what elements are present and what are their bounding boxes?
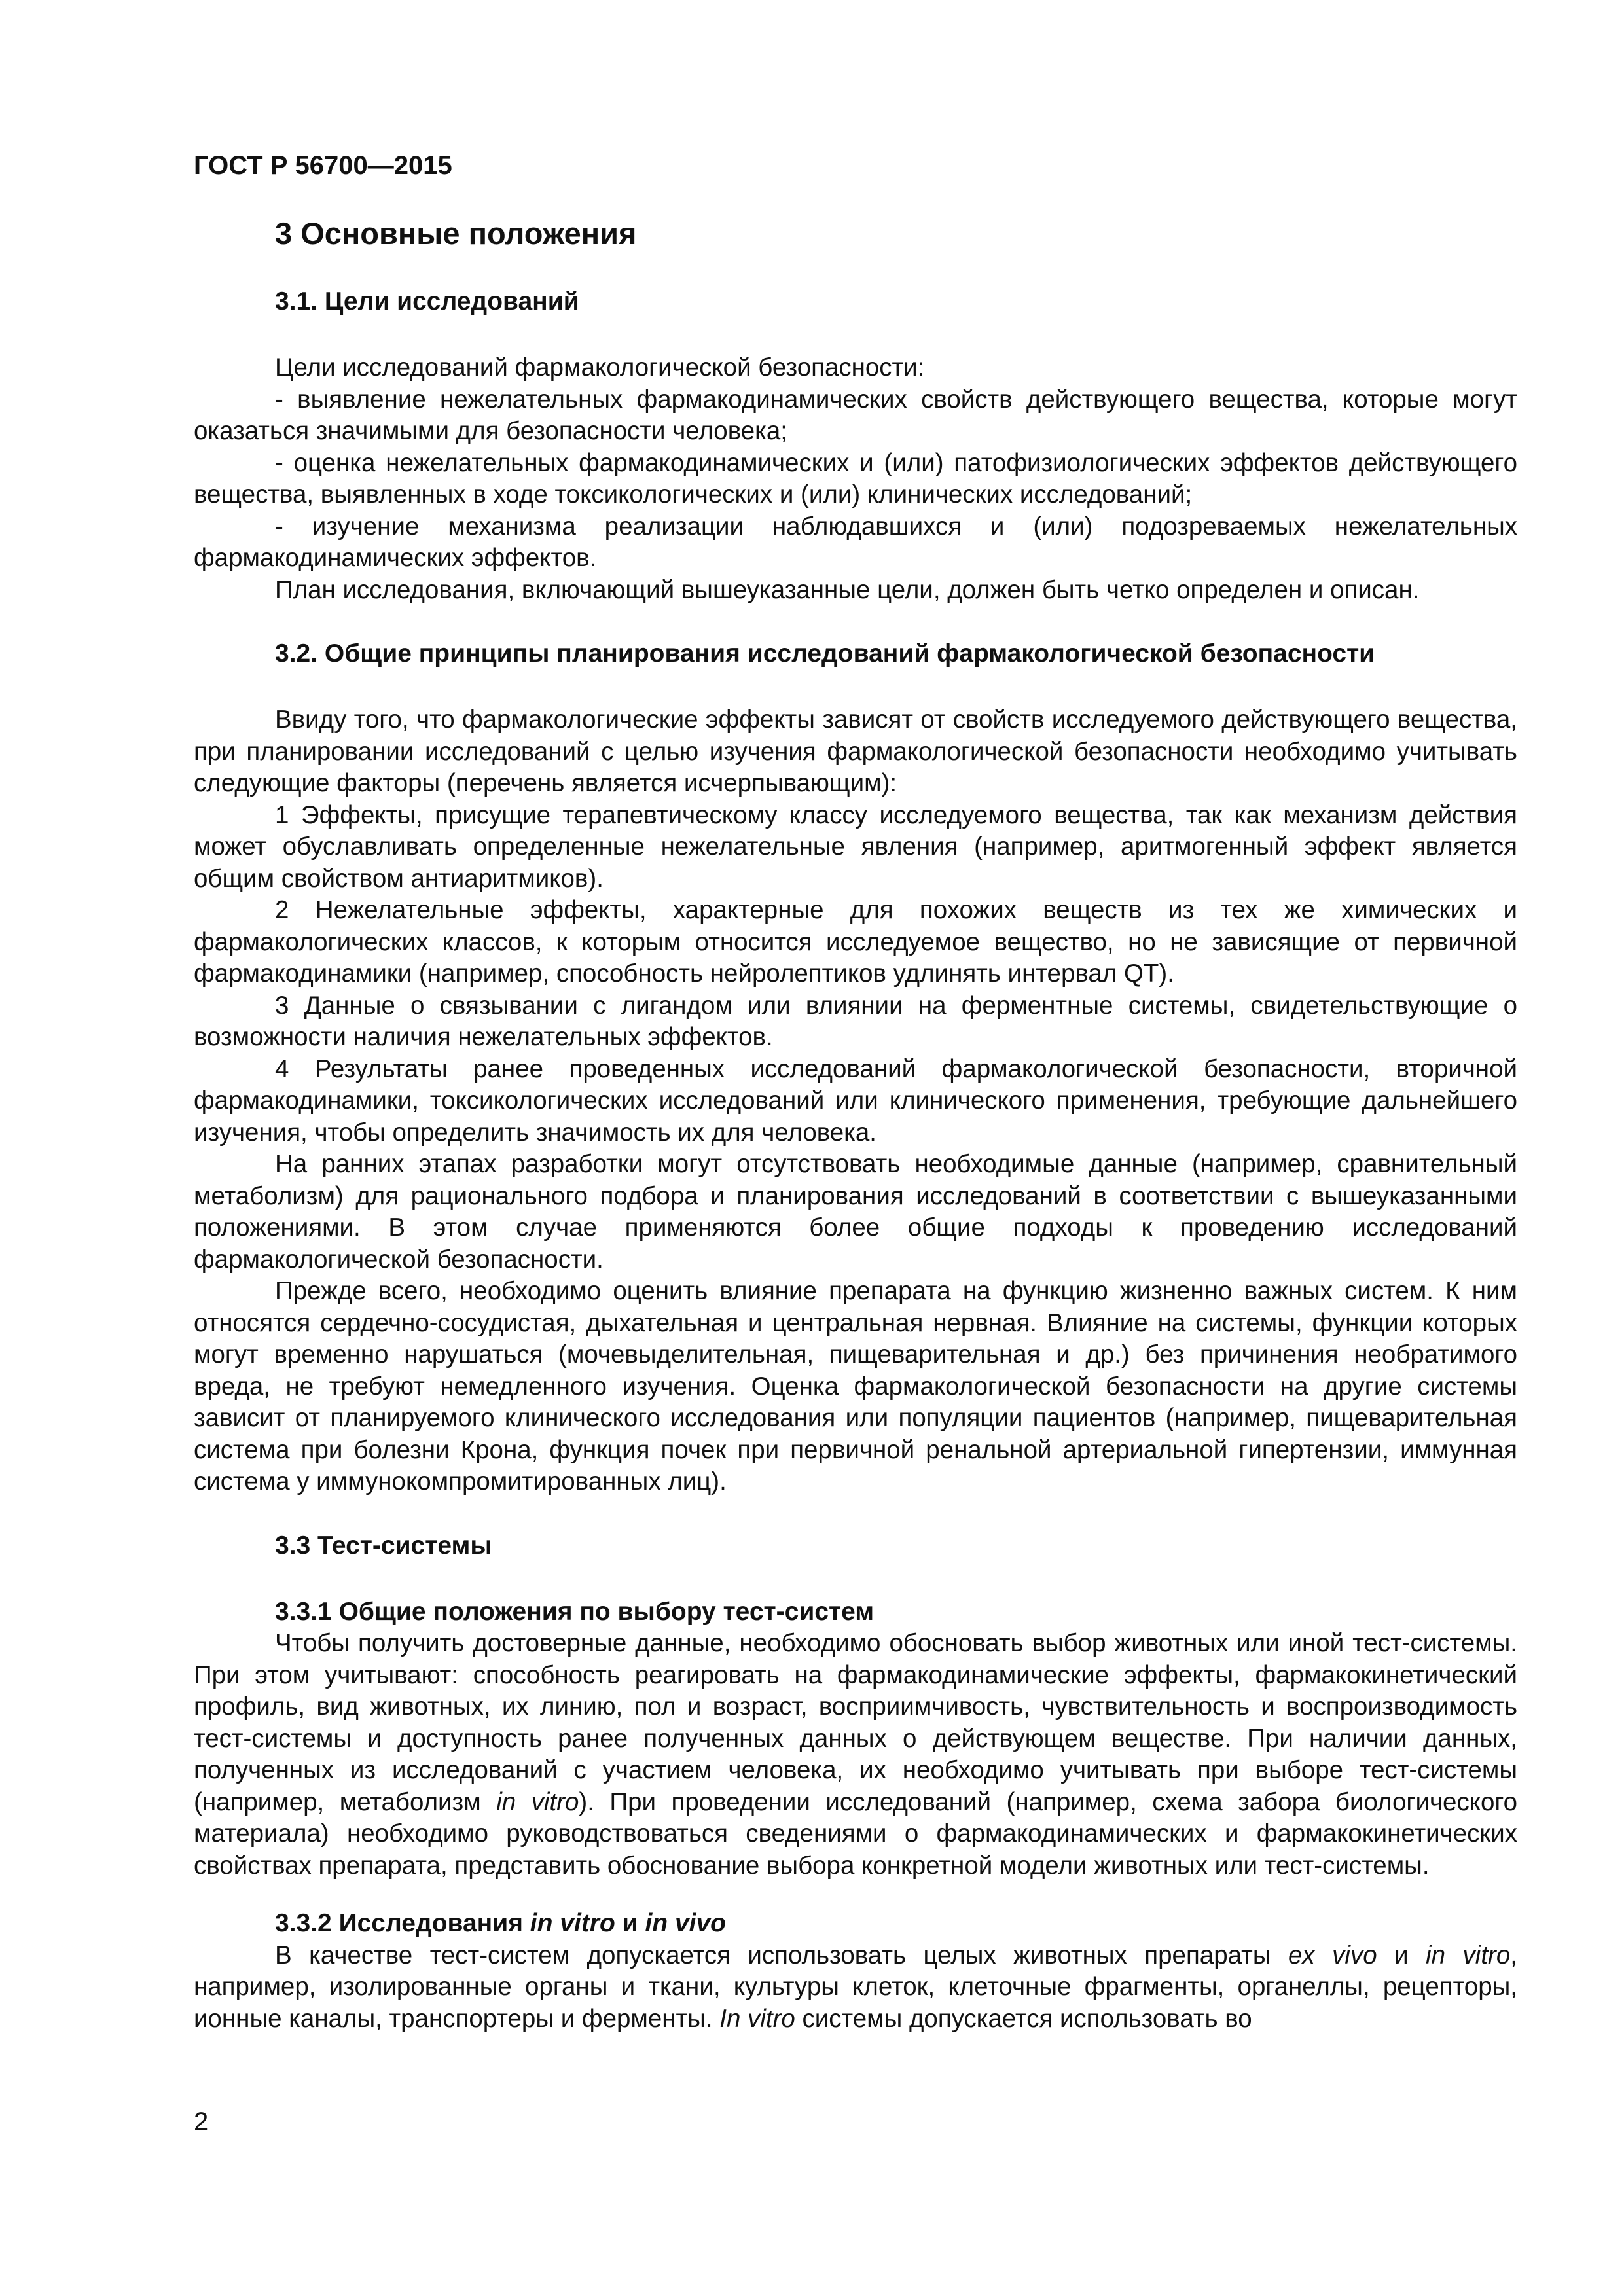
paragraph: - изучение механизма реализации наблюдавшихся и (или) подозреваемых нежелательных фармакодинамических эффектов. [194, 512, 1517, 572]
text-run: В качестве тест-систем допускается использовать целых животных препараты [275, 1941, 1288, 1969]
paragraph: 1 Эффекты, присущие терапевтическому классу исследуемого вещества, так как механизм действия может обуславливать определенные нежелательные явления (например, аритмогенный эффект является общим свойством антиаритмиков). [194, 800, 1517, 893]
text-run: , например, изолированные органы и ткани, культуры клеток, клеточные фрагменты, органеллы, рецепторы, ионные каналы, транспортеры и ферменты. [194, 1941, 1517, 2033]
italic-term: in vitro [1426, 1941, 1511, 1969]
section-3-3-1-title: 3.3.1 Общие положения по выбору тест-систем [275, 1597, 875, 1626]
text-run: системы допускается использовать во [795, 2004, 1252, 2033]
text-run: 3.3.2 Исследования [275, 1909, 530, 1937]
paragraph: План исследования, включающий вышеуказанные цели, должен быть четко определен и описан. [275, 575, 1420, 604]
italic-term: in vivo [645, 1909, 727, 1937]
paragraph: Цели исследований фармакологической безопасности: [275, 353, 925, 382]
spacer [194, 606, 1517, 637]
paragraph: 4 Результаты ранее проведенных исследований фармакологической безопасности, вторичной фармакодинамики, токсикологических исследований или клинического применения, требующие дальнейшего изучения, чтобы определить значимость их для человека. [194, 1054, 1517, 1147]
spacer [194, 1498, 1517, 1530]
paragraph: 2 Нежелательные эффекты, характерные для похожих веществ из тех же химических и фармакологических классов, к которым относится исследуемое вещество, но не зависящие от первичной фармакодинамики (например, способность нейролептиков удлинять интервал QT). [194, 896, 1517, 988]
italic-term: ex vivo [1288, 1941, 1377, 1969]
text-run: и [615, 1909, 645, 1937]
paragraph: Ввиду того, что фармакологические эффекты зависят от свойств исследуемого действующего вещества, при планировании исследований с целью изучения фармакологической безопасности необходимо учитывать следующие факторы (перечень является исчерпывающим): [194, 706, 1517, 797]
paragraph [194, 1628, 1517, 1882]
italic-term: in vitro [530, 1909, 615, 1937]
section-3-3-2-title [275, 1908, 1517, 1940]
section-3-3-title: 3.3 Тест-системы [275, 1531, 492, 1560]
paragraph: - выявление нежелательных фармакодинамических свойств действующего вещества, которые могут оказаться значимыми для безопасности человека; [194, 385, 1517, 445]
section-3-1-title: 3.1. Цели исследований [275, 287, 579, 315]
text-run: Чтобы получить достоверные данные, необходимо обосновать выбор животных или иной тест-системы. При этом учитывают: способность реагировать на фармакодинамические эффекты, фармакокинетический профиль, вид животных, их линию, пол и возраст, восприимчивость, чувствительность и воспроизводимость тест-системы и доступность ранее полученных данных о действующем веществе. При наличии данных, полученных из исследований с участием человека, их необходимо учитывать при выборе тест-системы (например, метаболизм [194, 1629, 1517, 1816]
paragraph: - оценка нежелательных фармакодинамических и (или) патофизиологических эффектов действующего вещества, выявленных в ходе токсикологических и (или) клинических исследований; [194, 448, 1517, 509]
spacer [194, 1882, 1517, 1908]
paragraph [194, 1940, 1517, 2036]
text-run: ). При проведении исследований (например, схема забора биологического материала) необходимо руководствоваться сведениями о фармакодинамических и фармакокинетических свойствах препарата, представить обоснование выбора конкретной модели животных или тест-системы. [194, 1787, 1517, 1880]
page-number: 2 [194, 2108, 209, 2136]
text-run: и [1377, 1941, 1426, 1969]
document-header: ГОСТ Р 56700—2015 [194, 151, 452, 180]
italic-term: In vitro [719, 2004, 795, 2033]
paragraph: 3 Данные о связывании с лигандом или влиянии на ферментные системы, свидетельствующие о возможности наличия нежелательных эффектов. [194, 991, 1517, 1051]
paragraph: Прежде всего, необходимо оценить влияние препарата на функцию жизненно важных систем. К ним относятся сердечно-сосудистая, дыхательная и центральная нервная. Влияние на системы, функции которых могут временно нарушаться (мочевыделительная, пищеварительная и др.) без причинения необратимого вреда, не требуют немедленного изучения. Оценка фармакологической безопасности на другие системы зависит от планируемого клинического исследования или популяции пациентов (например, пищеварительная система при болезни Крона, функция почек при первичной ренальной артериальной гипертензии, иммунная система у иммунокомпромитированных лиц). [194, 1277, 1517, 1496]
italic-term: in vitro [496, 1787, 579, 1816]
section-3-2-title: 3.2. Общие принципы планирования исследований фармакологической безопасности [275, 639, 1375, 668]
section-3-title: 3 Основные положения [275, 216, 637, 251]
paragraph: На ранних этапах разработки могут отсутствовать необходимые данные (например, сравнительный метаболизм) для рационального подбора и планирования исследований в соответствии с вышеуказанными положениями. В этом случае применяются более общие подходы к проведению исследований фармакологической безопасности. [194, 1150, 1517, 1274]
document-page [194, 149, 1517, 2035]
